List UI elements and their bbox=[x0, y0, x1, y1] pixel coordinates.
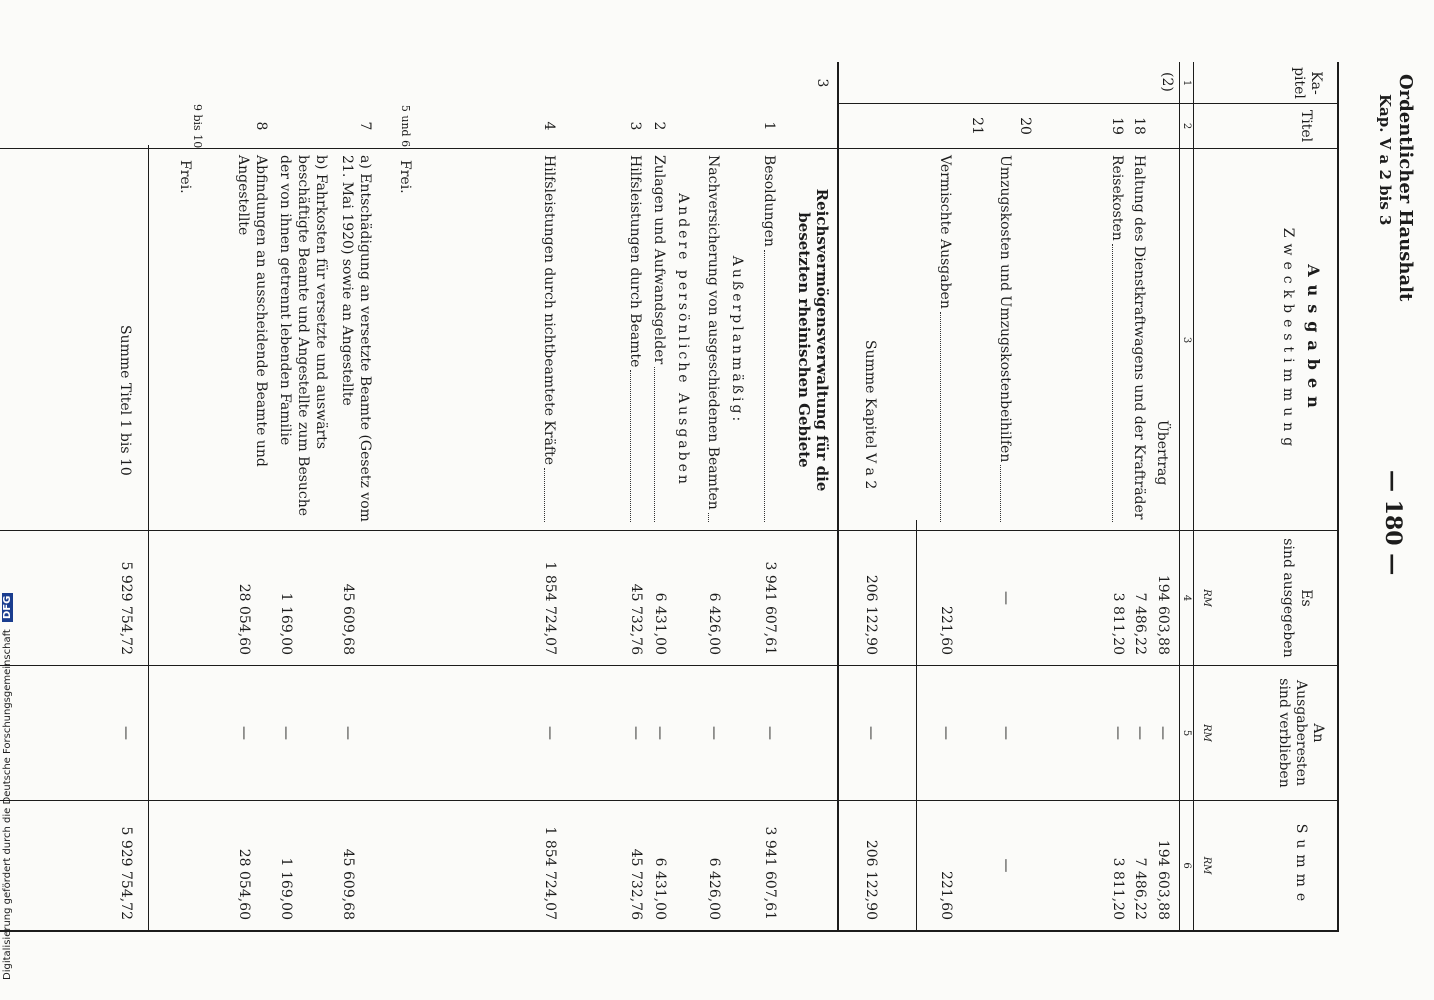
row19-titel: 19 bbox=[1109, 117, 1125, 135]
row21-ausgegeben: 221,60 bbox=[938, 606, 954, 655]
row18-summe: 7 486,22 bbox=[1132, 857, 1148, 920]
row2-titel: 2 bbox=[651, 121, 667, 131]
credit-text: Digitalisierung gefördert durch die Deutsche Forschungsgemeinschaft bbox=[2, 629, 13, 980]
colnum-5: 5 bbox=[1181, 729, 1192, 737]
row7b-ausgegeben: 1 169,00 bbox=[278, 592, 294, 655]
row18-titel: 18 bbox=[1131, 117, 1147, 135]
summe-titel-rule bbox=[148, 145, 149, 930]
colnum-4: 4 bbox=[1181, 594, 1192, 602]
summe-titel-summe: 5 929 754,72 bbox=[118, 826, 134, 920]
row19-summe: 3 811,20 bbox=[1110, 857, 1126, 920]
row19-ausgegeben: 3 811,20 bbox=[1110, 592, 1126, 655]
row4-rest: — bbox=[542, 726, 558, 740]
row7a-label: a) Entschädigung an versetzte Beamte (Gesetz vom 21. Mai 1920) sowie an Angestellte bbox=[339, 155, 373, 522]
row4-label: Hilfsleistungen durch nichtbeamtete Kräfte bbox=[540, 155, 558, 525]
row7b-rest: — bbox=[278, 726, 294, 740]
colnum-1: 1 bbox=[1181, 79, 1192, 87]
kap3-number: 3 bbox=[814, 78, 830, 88]
row20-rest: — bbox=[998, 726, 1014, 740]
kap3-heading: Reichsvermögensverwaltung für die besetzten rheinischen Gebiete bbox=[795, 188, 831, 492]
row20-ausgegeben: — bbox=[998, 591, 1014, 605]
colhead-reste-1: An bbox=[1310, 723, 1326, 743]
colnum-2: 2 bbox=[1181, 122, 1192, 130]
row18-label: Haltung des Dienstkraftwagens und der Krafträder bbox=[1131, 155, 1147, 520]
summe-kap-label: Summe Kapitel V a 2 bbox=[862, 340, 878, 490]
nachvers-label: Nachversicherung von ausgeschiedenen Beamten bbox=[704, 155, 722, 525]
row1-titel: 1 bbox=[761, 121, 777, 131]
row8-rest: — bbox=[236, 726, 252, 740]
uebertrag-kap: (2) bbox=[1159, 72, 1175, 92]
row18-rest: — bbox=[1132, 726, 1148, 740]
row8-summe: 28 054,60 bbox=[236, 848, 252, 920]
col-divider-2 bbox=[0, 148, 1339, 149]
row3-ausgegeben: 45 732,76 bbox=[628, 583, 644, 655]
row19-label: Reisekosten bbox=[1108, 155, 1126, 525]
nachvers-rest: — bbox=[706, 726, 722, 740]
col-divider-6 bbox=[0, 930, 1339, 932]
row2-label: Zulagen und Aufwandsgelder bbox=[650, 155, 668, 525]
unit-col4: RM bbox=[1201, 589, 1212, 607]
row20-label: Umzugskosten und Umzugskostenbeihilfen bbox=[996, 155, 1014, 525]
row8-ausgegeben: 28 054,60 bbox=[236, 583, 252, 655]
row56-label: Frei. bbox=[397, 160, 413, 194]
unit-col5: RM bbox=[1201, 724, 1212, 742]
uebertrag-ausgegeben: 194 603,88 bbox=[1155, 574, 1171, 655]
row4-summe: 1 854 724,07 bbox=[542, 826, 558, 920]
header-title: Ordentlicher Haushalt bbox=[1395, 74, 1416, 302]
row7a-summe: 45 609,68 bbox=[340, 848, 356, 920]
row7b-label: b) Fahrkosten für versetzte und auswärts beschäftigte Beamte und Angestellte zum Besuche der von ihnen getrennt lebenden Familie bbox=[277, 155, 329, 517]
summe-kap-rest: — bbox=[863, 726, 879, 740]
row1-ausgegeben: 3 941 607,61 bbox=[762, 561, 778, 655]
colhead-summe: Summe bbox=[1293, 823, 1309, 908]
colhead-reste-3: sind verblieben bbox=[1276, 678, 1292, 788]
row3-summe: 45 732,76 bbox=[628, 848, 644, 920]
row2-ausgegeben: 6 431,00 bbox=[652, 592, 668, 655]
row2-summe: 6 431,00 bbox=[652, 857, 668, 920]
row20-titel: 20 bbox=[1017, 117, 1033, 135]
row3-label: Hilfsleistungen durch Beamte bbox=[626, 155, 644, 525]
row20-summe: — bbox=[998, 858, 1014, 873]
colnum-3: 3 bbox=[1181, 336, 1192, 344]
row18-ausgegeben: 7 486,22 bbox=[1132, 592, 1148, 655]
colnum-6: 6 bbox=[1181, 862, 1192, 869]
page-number: — 180 — bbox=[1380, 470, 1406, 576]
unit-col6: RM bbox=[1201, 856, 1212, 875]
row19-rest: — bbox=[1110, 726, 1126, 740]
uebertrag-rest: — bbox=[1155, 726, 1171, 740]
row1-rest: — bbox=[762, 726, 778, 740]
summe-titel-label: Summe Titel 1 bis 10 bbox=[117, 325, 133, 476]
row2-rest: — bbox=[652, 726, 668, 740]
uebertrag-label: Übertrag bbox=[1154, 420, 1170, 486]
row7a-ausgegeben: 45 609,68 bbox=[340, 583, 356, 655]
nachvers-ausgegeben: 6 426,00 bbox=[706, 592, 722, 655]
digitization-credit bbox=[2, 593, 13, 980]
uebertrag-summe: 194 603,88 bbox=[1155, 839, 1171, 920]
row1-summe: 3 941 607,61 bbox=[762, 826, 778, 920]
row1-label: Besoldungen bbox=[760, 155, 778, 525]
header-subtitle: Kap. V a 2 bis 3 bbox=[1376, 94, 1394, 226]
row8-label: Abfindungen an ausscheidende Beamte und Angestellte bbox=[235, 155, 269, 467]
row7a-rest: — bbox=[340, 726, 356, 740]
colhead-ausgegeben-2: sind ausgegeben bbox=[1280, 538, 1296, 658]
andere-heading: Andere persönliche Ausgaben bbox=[675, 193, 691, 487]
row4-titel: 4 bbox=[541, 121, 557, 131]
row3-rest: — bbox=[628, 726, 644, 740]
row910-titel: 9 bis 10 bbox=[191, 104, 204, 149]
summe-titel-rest: — bbox=[118, 726, 134, 740]
summe-kap-rule bbox=[916, 520, 917, 930]
row56-titel: 5 und 6 bbox=[399, 104, 412, 148]
row910-label: Frei. bbox=[177, 160, 193, 194]
row21-label: Vermischte Ausgaben bbox=[936, 155, 954, 525]
row7b-summe: 1 169,00 bbox=[278, 857, 294, 920]
colhead-ausgaben: Ausgaben bbox=[1304, 264, 1323, 416]
colhead-kapitel: Ka-pitel bbox=[1291, 67, 1324, 99]
colhead-zweck: Zweckbestimmung bbox=[1280, 227, 1296, 453]
dfg-logo: DFG bbox=[2, 593, 13, 622]
summe-kap-summe: 206 122,90 bbox=[863, 839, 879, 920]
row8-titel: 8 bbox=[253, 121, 269, 131]
ausserplan-heading: Außerplanmäßig: bbox=[729, 255, 745, 425]
row3-titel: 3 bbox=[627, 121, 643, 131]
row4-ausgegeben: 1 854 724,07 bbox=[542, 561, 558, 655]
colhead-ausgegeben-1: Es bbox=[1298, 589, 1314, 607]
colhead-titel: Titel bbox=[1298, 109, 1314, 143]
col-divider-1 bbox=[839, 103, 1339, 104]
summe-titel-ausgegeben: 5 929 754,72 bbox=[118, 561, 134, 655]
colhead-reste-2: Ausgaberesten bbox=[1293, 680, 1309, 786]
nachvers-summe: 6 426,00 bbox=[706, 857, 722, 920]
row21-summe: 221,60 bbox=[938, 871, 954, 920]
summe-kap-ausgegeben: 206 122,90 bbox=[863, 574, 879, 655]
row21-rest: — bbox=[938, 726, 954, 740]
row7-titel: 7 bbox=[357, 121, 373, 131]
row21-titel: 21 bbox=[969, 117, 985, 135]
